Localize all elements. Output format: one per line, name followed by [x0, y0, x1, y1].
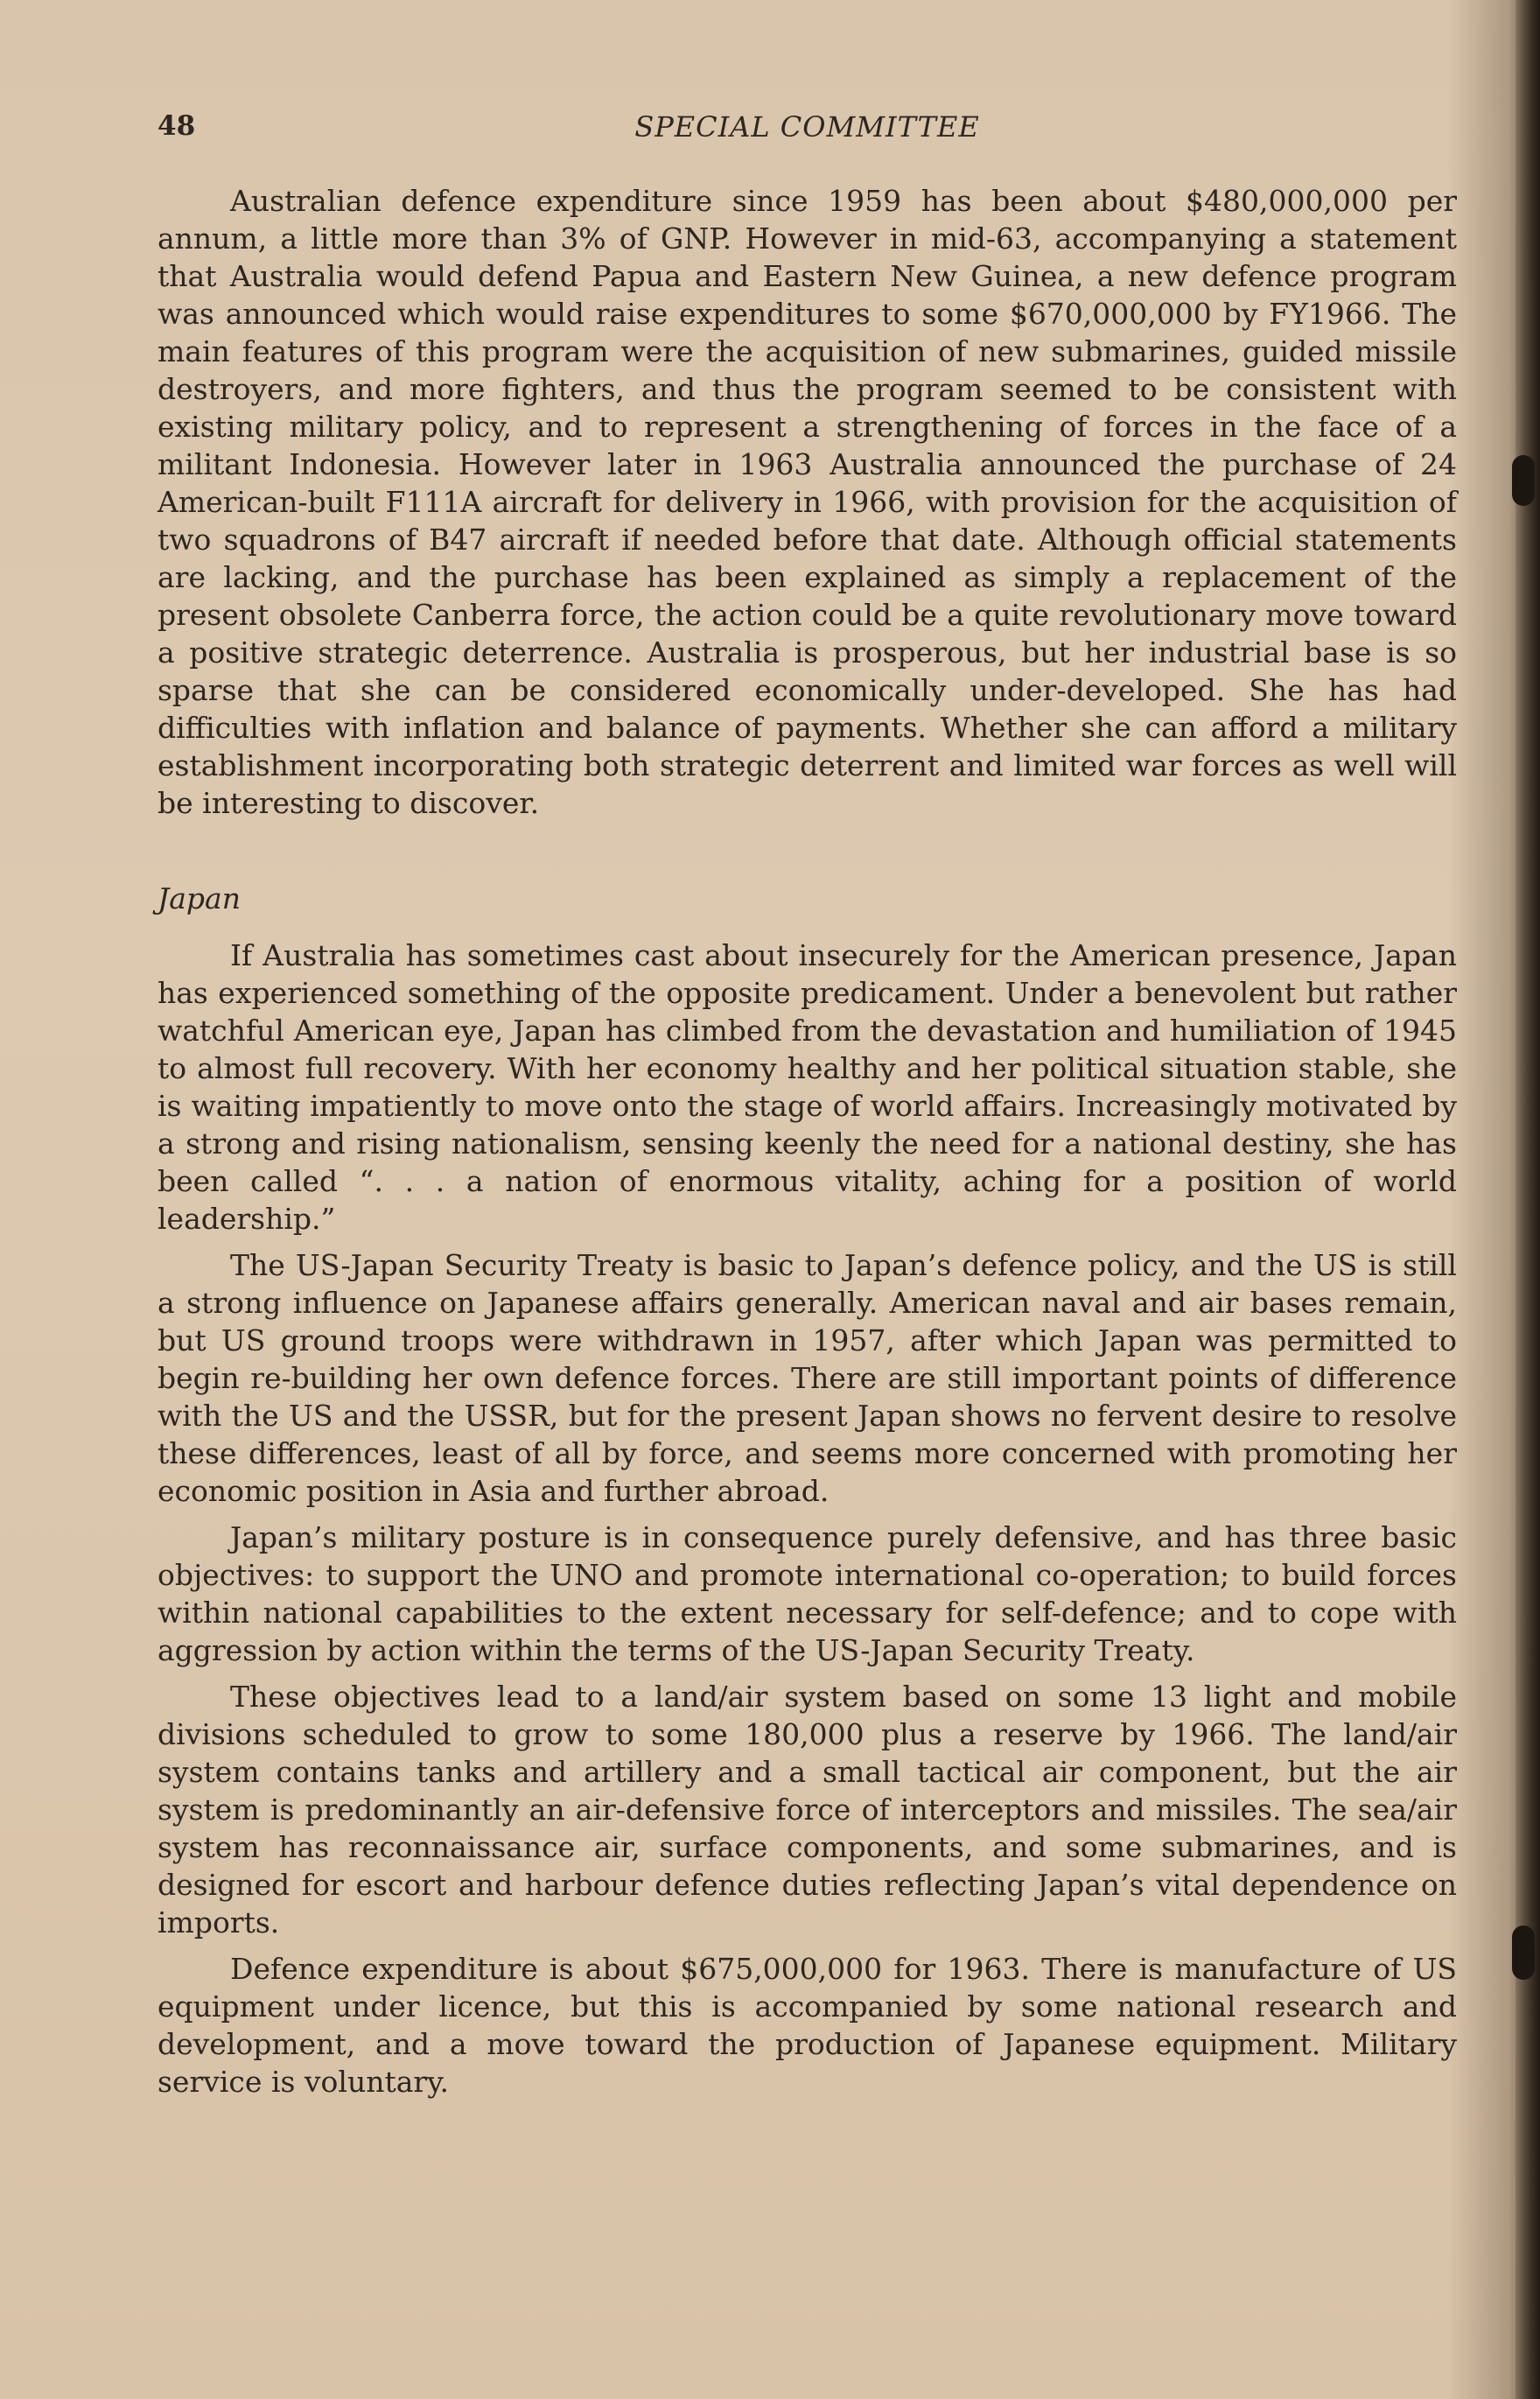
paragraph-objectives-forces: These objectives lead to a land/air system based on some 13 light and mobile divisions scheduled to grow to some 180,000 plus a reserve by 1966. The land/air system contains tanks and artillery and a small tactical air component, but the air system is predominantly an air-defensive force of interceptors and missiles. The sea/air system has reconnaissance air, surface components, and some submarines, and is designed for escort and harbour defence duties reflecting Japan’s vital dependence on imports.: [158, 1680, 1457, 1940]
section-heading-japan: Japan: [158, 881, 241, 915]
paragraph-military-posture: Japan’s military posture is in consequence purely defensive, and has three basic objectives: to support the UNO and promote international co-operation; to build forces within national capabilities to the extent necessary for self-defence; and to cope with aggression by action within the terms of the US-Japan Security Treaty.: [158, 1520, 1457, 1667]
paragraph-defence-expenditure: Defence expenditure is about $675,000,000 for 1963. There is manufacture of US equipment under licence, but this is accompanied by some national research and development, and a move toward the production of Japanese equipment. Military service is voluntary.: [158, 1952, 1457, 2099]
body-text: [158, 182, 1457, 2109]
punch-hole-lower: [1512, 1926, 1535, 1980]
running-title: SPECIAL COMMITTEE: [634, 110, 980, 144]
paragraph-australia-defence: Australian defence expenditure since 1959 has been about $480,000,000 per annum, a little more than 3% of GNP. However in mid-63, accompanying a statement that Australia would defend Papua and Eastern New Guinea, a new defence program was announced which would raise expenditures to some $670,000,000 by FY1966. The main features of this program were the acquisition of new submarines, guided missile destroyers, and more fighters, and thus the program seemed to be consistent with existing military policy, and to represent a strengthening of forces in the face of a militant Indonesia. However later in 1963 Australia announced the purchase of 24 American-built F111A aircraft for delivery in 1966, with provision for the acquisition of two squadrons of B47 aircraft if needed before that date. Although official statements are lacking, and the purchase has been explained as simply a replacement of the present obsolete Canberra force, the action could be a quite revolutionary move toward a positive strategic deterrence. Australia is prosperous, but her industrial base is so sparse that she can be considered economically under-developed. She has had difficulties with inflation and balance of payments. Whether she can afford a military establishment incorporating both strategic deterrent and limited war forces as well will be interesting to discover.: [158, 184, 1457, 820]
paragraph-japan-intro: If Australia has sometimes cast about insecurely for the American presence, Japan has experienced something of the opposite predicament. Under a benevolent but rather watchful American eye, Japan has climbed from the devastation and humiliation of 1945 to almost full recovery. With her economy healthy and her political situation stable, she is waiting impatiently to move onto the stage of world affairs. Increasingly motivated by a strong and rising nationalism, sensing keenly the need for a national destiny, she has been called “. . . a nation of enormous vitality, aching for a position of world leadership.”: [158, 938, 1457, 1236]
paragraph-us-japan-treaty: The US-Japan Security Treaty is basic to Japan’s defence policy, and the US is still a strong influence on Japanese affairs generally. American naval and air bases remain, but US ground troops were withdrawn in 1957, after which Japan was permitted to begin re-building her own defence forces. There are still important points of difference with the US and the USSR, but for the present Japan shows no fervent desire to resolve these differences, least of all by force, and seems more concerned with promoting her economic position in Asia and further abroad.: [158, 1248, 1457, 1508]
punch-hole-upper: [1512, 455, 1535, 506]
page-number: 48: [158, 110, 196, 142]
page-header: [158, 110, 1457, 154]
page-binding-edge: [1516, 0, 1540, 2399]
